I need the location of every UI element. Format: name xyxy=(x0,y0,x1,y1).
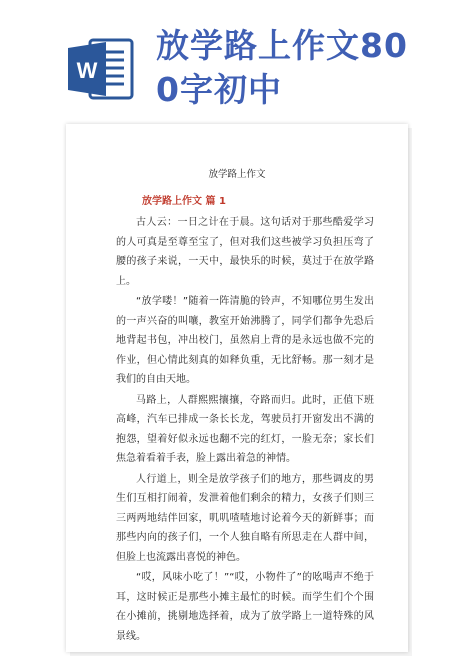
section-heading: 放学路上作文 篇 1 xyxy=(142,196,226,207)
paragraph: 古人云：一日之计在于晨。这句话对于那些酷爱学习的人可真是至尊至宝了，但对我们这些被学习负担压弯了腰的孩子来说，一天中，最快乐的时候，莫过于在放学路上。 xyxy=(116,217,374,287)
document-title: 放学路上作文 xyxy=(208,169,266,180)
page-title-line-1: 放学路上作文80 xyxy=(156,26,408,65)
word-logo-letter: W xyxy=(76,58,98,83)
header-banner xyxy=(0,0,474,120)
paragraph: 马路上，人群熙熙攘攘，夺路而归。此时，正值下班高峰，汽车已排成一条长长龙，驾驶员打开窗发出不满的抱怨，望着好似永远也翻不完的红灯，一脸无奈；家长们焦急着看着手表，脸上露出着急的神情。 xyxy=(116,394,374,464)
page-title xyxy=(156,24,456,112)
paragraph: 人行道上，则全是放学孩子们的地方，那些调皮的男生们互相打闹着，发泄着他们剩余的精力，女孩子们则三三两两地结伴回家，叽叽喳喳地讨论着今天的新鲜事；而那些内向的孩子们，一个人独自略有所思走在人群中间，但脸上也流露出喜悦的神色。 xyxy=(116,473,374,563)
document-page xyxy=(66,124,408,652)
page-title-line-2: 0字初中 xyxy=(156,70,282,109)
paragraph: “哎，风味小吃了！”“哎，小物件了”的吆喝声不绝于耳，这时候正是那些小摊主最忙的时候。而学生们个个围在小摊前，挑剔地选择着，成为了放学路上一道特殊的风景线。 xyxy=(116,572,374,642)
document-body xyxy=(116,213,374,647)
word-document-icon xyxy=(68,38,134,100)
paragraph: “放学喽！”随着一阵清脆的铃声，不知哪位男生发出的一声兴奋的叫嚷，教室开始沸腾了，同学们都争先恐后地背起书包，冲出校门，虽然肩上背的是永远也做不完的作业，但心情此刻真的如释负重，无比舒畅。那一刻才是我们的自由天地。 xyxy=(116,296,374,385)
